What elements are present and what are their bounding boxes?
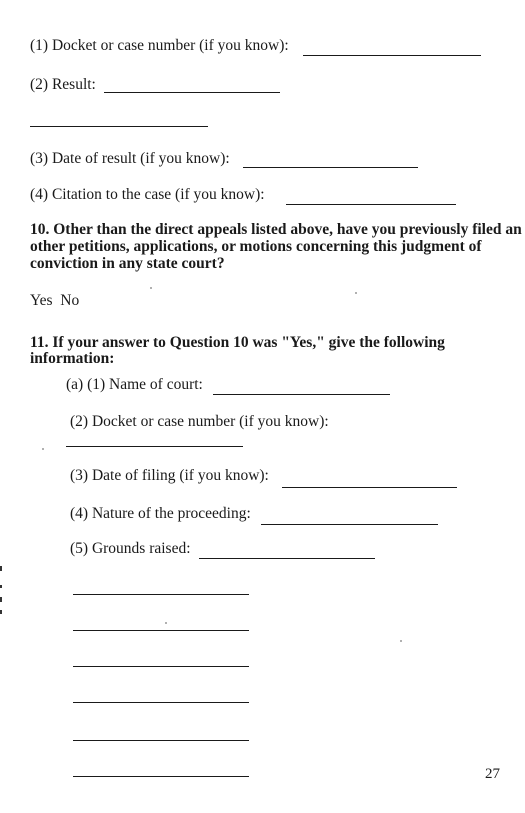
grounds-blank-line[interactable] bbox=[73, 594, 249, 595]
scan-speck bbox=[400, 640, 402, 642]
question-10-line-2: other petitions, applications, or motions concerning this judgment of bbox=[30, 238, 482, 255]
yes-no-options[interactable]: Yes No bbox=[30, 292, 80, 309]
grounds-blank[interactable] bbox=[199, 558, 375, 559]
grounds-blank-line[interactable] bbox=[73, 740, 249, 741]
grounds-blank-line[interactable] bbox=[73, 702, 249, 703]
scan-mark bbox=[0, 597, 2, 602]
filing-date-blank[interactable] bbox=[282, 487, 457, 488]
question-11-line-2: information: bbox=[30, 350, 115, 367]
date-of-result-label: (3) Date of result (if you know): bbox=[30, 150, 230, 167]
scan-speck bbox=[150, 287, 152, 289]
scan-speck bbox=[165, 622, 167, 624]
citation-label: (4) Citation to the case (if you know): bbox=[30, 186, 265, 203]
question-10-line-3: conviction in any state court? bbox=[30, 255, 225, 272]
scan-mark bbox=[0, 585, 2, 588]
scan-mark bbox=[0, 610, 2, 614]
question-11-line-1: 11. If your answer to Question 10 was "Yes," give the following bbox=[30, 334, 445, 351]
filing-date-label: (3) Date of filing (if you know): bbox=[70, 467, 269, 484]
court-name-blank[interactable] bbox=[213, 394, 390, 395]
docket-label: (1) Docket or case number (if you know): bbox=[30, 37, 289, 54]
nature-blank[interactable] bbox=[261, 524, 438, 525]
scan-mark bbox=[0, 566, 2, 571]
grounds-blank-line[interactable] bbox=[73, 630, 249, 631]
date-of-result-blank[interactable] bbox=[243, 167, 418, 168]
page-number: 27 bbox=[485, 766, 500, 782]
result-label: (2) Result: bbox=[30, 76, 96, 93]
result-blank[interactable] bbox=[104, 92, 280, 93]
result-blank-2[interactable] bbox=[30, 126, 208, 127]
q11-docket-blank[interactable] bbox=[66, 446, 243, 447]
nature-label: (4) Nature of the proceeding: bbox=[70, 505, 251, 522]
grounds-blank-line[interactable] bbox=[73, 666, 249, 667]
q11-docket-label: (2) Docket or case number (if you know): bbox=[70, 413, 329, 430]
citation-blank[interactable] bbox=[286, 204, 456, 205]
scan-speck bbox=[355, 292, 357, 294]
grounds-label: (5) Grounds raised: bbox=[70, 540, 191, 557]
docket-blank[interactable] bbox=[303, 55, 481, 56]
grounds-blank-line[interactable] bbox=[73, 776, 249, 777]
court-name-label: (a) (1) Name of court: bbox=[66, 376, 203, 393]
question-10-line-1: 10. Other than the direct appeals listed above, have you previously filed an bbox=[30, 221, 522, 238]
scan-speck bbox=[42, 448, 44, 450]
